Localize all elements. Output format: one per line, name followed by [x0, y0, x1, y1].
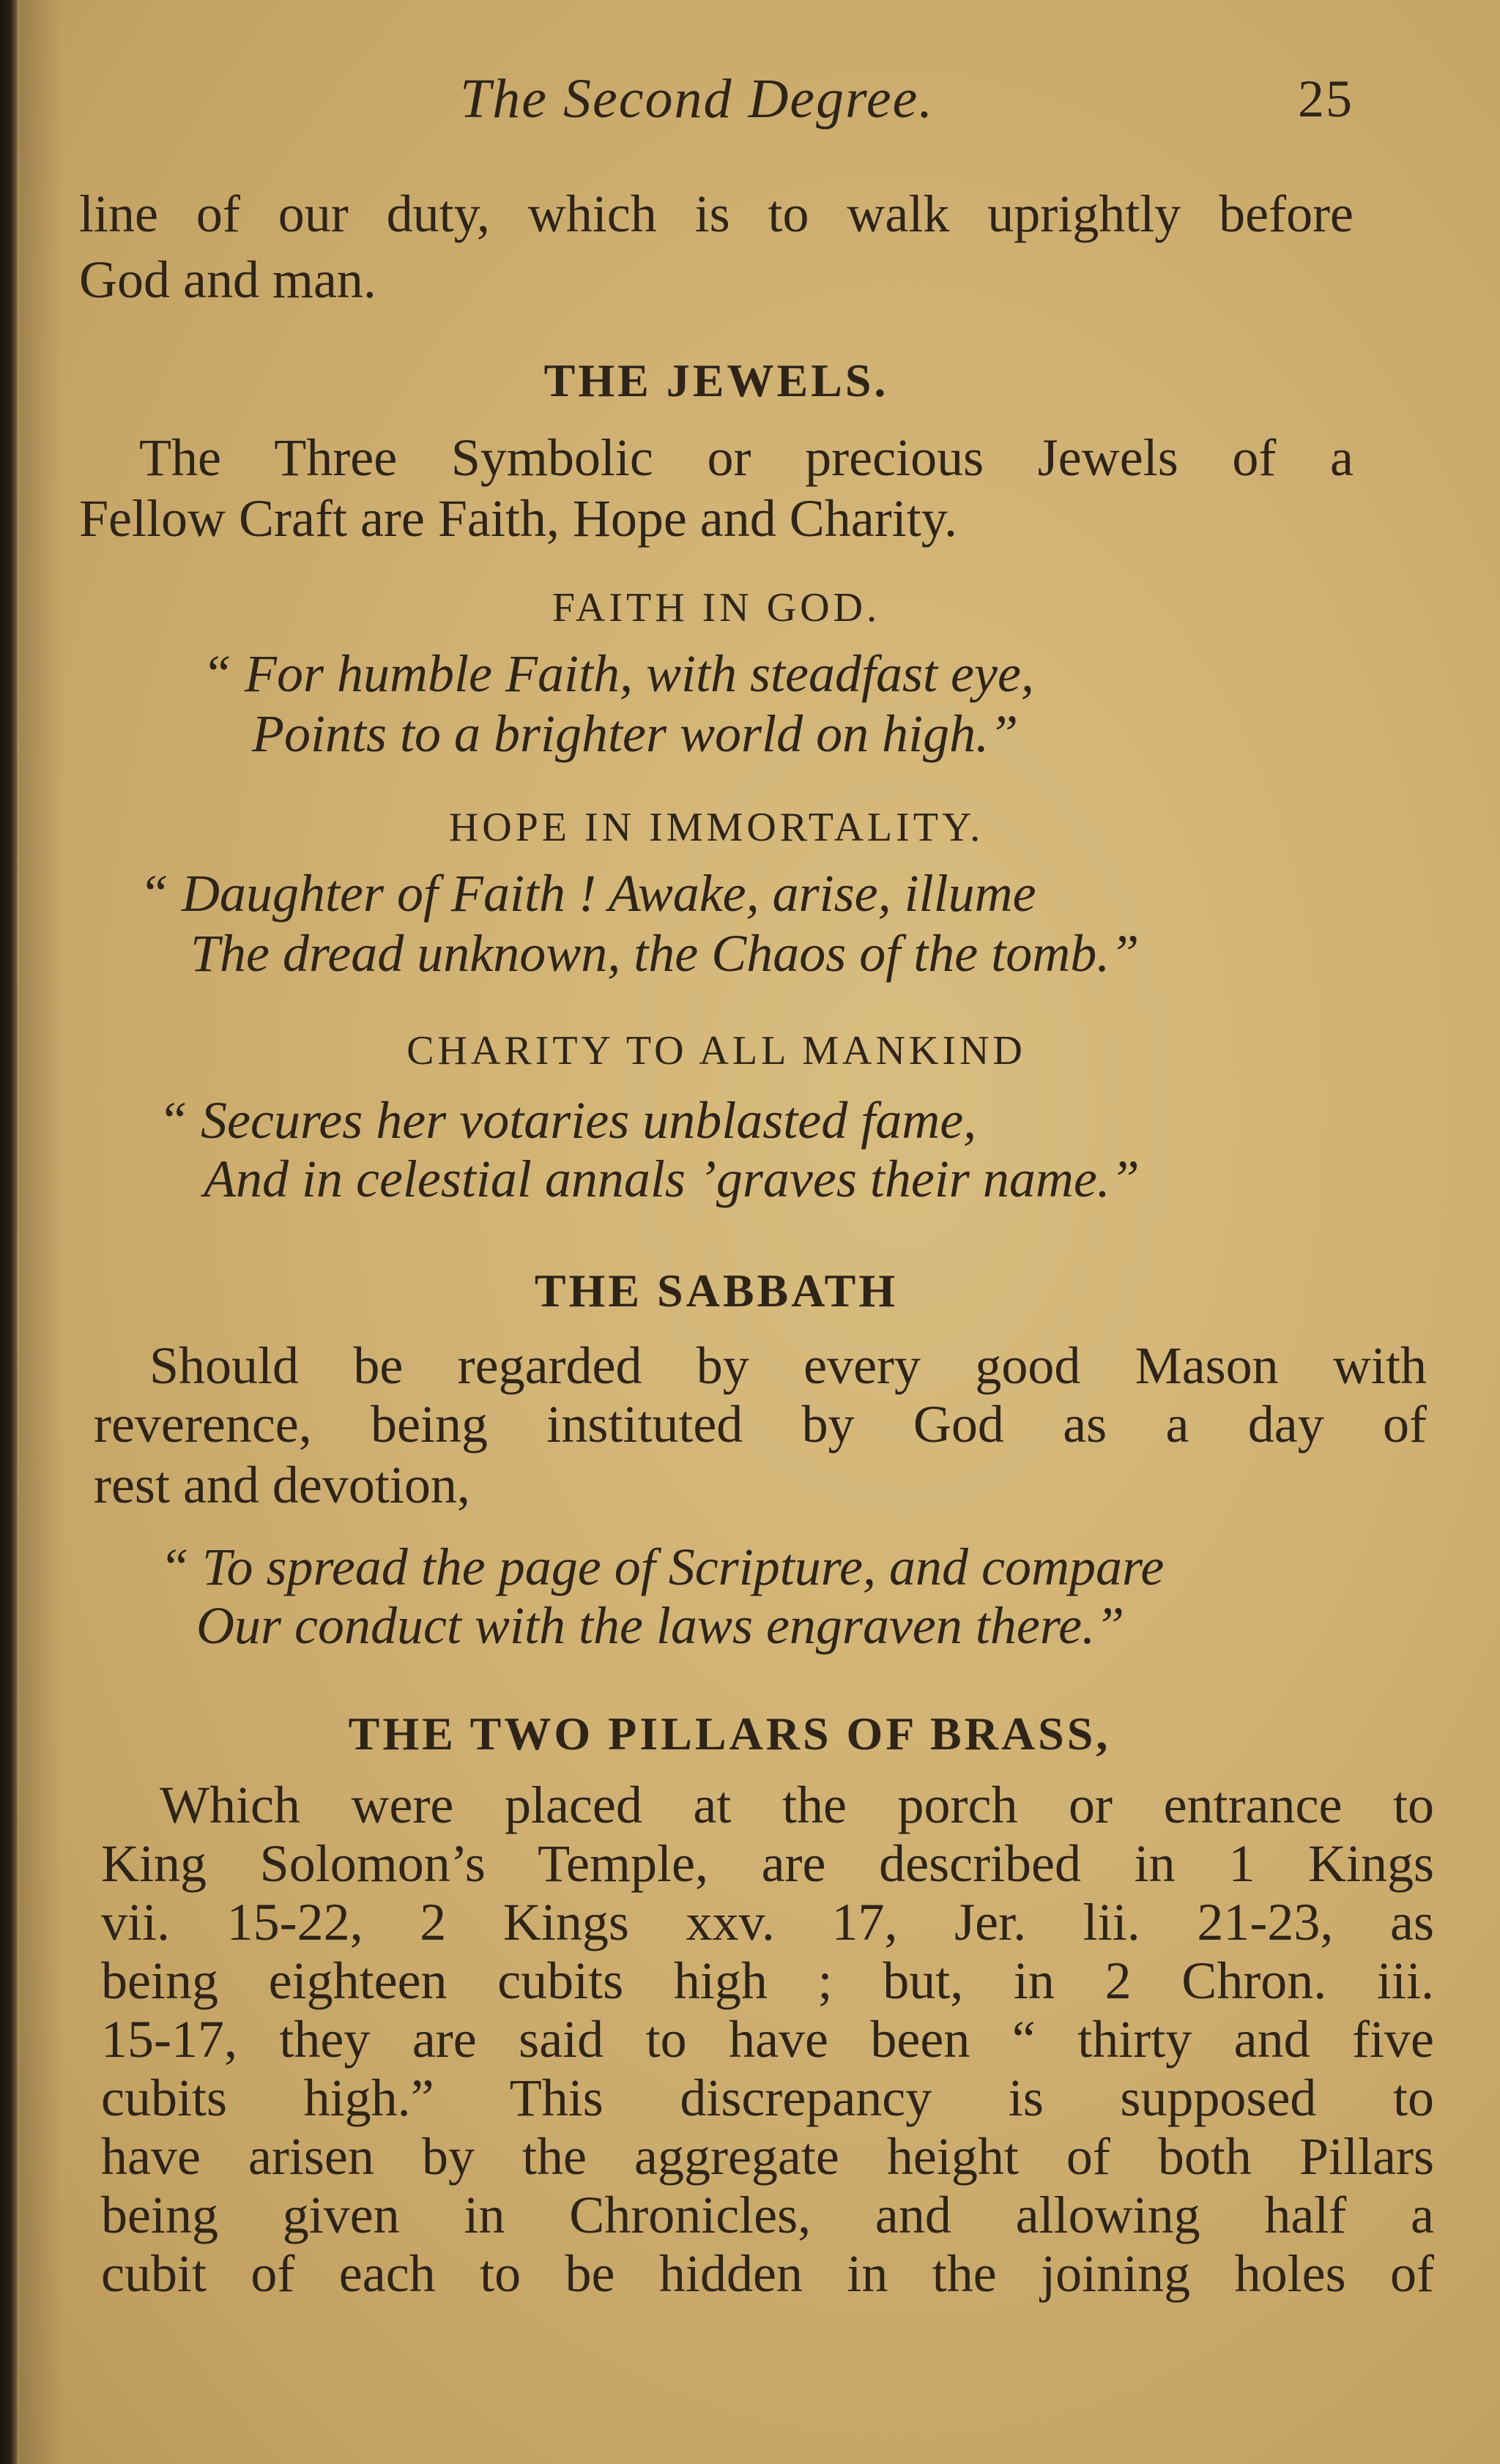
section-heading-jewels: THE JEWELS. [543, 354, 889, 406]
intro-line: line of our duty, which is to walk uprightly before [79, 185, 1354, 243]
section-heading-sabbath: THE SABBATH [534, 1265, 899, 1317]
verse-line: And in celestial annals ’graves their name.” [204, 1150, 1140, 1208]
paragraph-line: Which were placed at the porch or entrance to [160, 1776, 1434, 1834]
paragraph-line: have arisen by the aggregate height of both Pillars [101, 2127, 1434, 2186]
paragraph-line: being given in Chronicles, and allowing half a [101, 2186, 1434, 2244]
page-number: 25 [1298, 70, 1354, 128]
paragraph-line: vii. 15-22, 2 Kings xxv. 17, Jer. lii. 21-23, as [101, 1893, 1434, 1951]
verse-line: “ Daughter of Faith ! Awake, arise, illume [139, 864, 1036, 923]
running-head-title: The Second Degree. [460, 68, 935, 130]
subheading-hope: HOPE IN IMMORTALITY. [448, 805, 984, 850]
running-head [79, 67, 1354, 133]
verse-line: “ For humble Faith, with steadfast eye, [202, 644, 1034, 703]
paragraph-line: being eighteen cubits high ; but, in 2 Chron. iii. [101, 1951, 1434, 2010]
section-heading-pillars: THE TWO PILLARS OF BRASS, [348, 1708, 1111, 1760]
verse-line: “ To spread the page of Scripture, and compare [160, 1538, 1165, 1596]
verse-line: Points to a brighter world on high.” [252, 704, 1019, 763]
paragraph-line: 15-17, they are said to have been “ thirty and five [101, 2010, 1434, 2069]
verse-line: The dread unknown, the Chaos of the tomb.” [190, 924, 1140, 983]
intro-line: God and man. [79, 250, 376, 309]
verse-line: Our conduct with the laws engraven there.” [196, 1596, 1125, 1655]
paragraph-line: Should be regarded by every good Mason with [149, 1336, 1427, 1395]
paragraph-line: cubit of each to be hidden in the joining holes of [101, 2244, 1434, 2303]
subheading-faith: FAITH IN GOD. [552, 585, 881, 630]
page-binding-edge [0, 0, 19, 2464]
paragraph-line: reverence, being instituted by God as a day of [94, 1395, 1427, 1454]
paragraph-line: King Solomon’s Temple, are described in 1 Kings [101, 1834, 1434, 1893]
paragraph-line: The Three Symbolic or precious Jewels of a [139, 428, 1354, 487]
paragraph-line: rest and devotion, [94, 1456, 470, 1514]
page-gutter-shadow [19, 0, 63, 2464]
verse-line: “ Secures her votaries unblasted fame, [158, 1091, 977, 1150]
paragraph-line: Fellow Craft are Faith, Hope and Charity. [79, 489, 958, 548]
subheading-charity: CHARITY TO ALL MANKIND [406, 1028, 1026, 1073]
paragraph-line: cubits high.” This discrepancy is supposed to [101, 2069, 1434, 2127]
